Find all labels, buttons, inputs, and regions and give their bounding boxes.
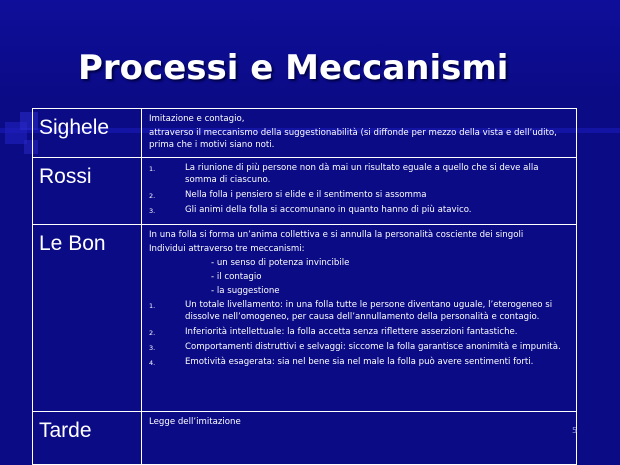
list-text: Gli animi della folla si accomunano in quanto hanno di più atavico. — [185, 205, 472, 215]
content-sighele — [142, 109, 577, 158]
content-tarde — [142, 412, 577, 465]
paragraph: Imitazione e contagio, — [149, 114, 245, 124]
list-item — [149, 299, 570, 323]
list-number: 3. — [149, 344, 156, 352]
mechanism-item: - un senso di potenza invincibile — [211, 258, 350, 268]
table-row-le-bon — [33, 225, 577, 412]
list-text: Emotività esagerata: sia nel bene sia nel male la folla può avere sentimenti forti. — [185, 357, 534, 367]
list-text: Inferiorità intellettuale: la folla accetta senza riflettere asserzioni fantastiche. — [185, 327, 518, 337]
list-item — [149, 204, 570, 216]
author-name-tarde: Tarde — [33, 412, 142, 465]
list-text: Un totale livellamento: in una folla tutte le persone diventano uguale, l’eterogeneo si dissolve nell’omogeneo, per causa dell’annullamento della personalità e contagio. — [185, 300, 553, 322]
table-row-sighele — [33, 109, 577, 158]
author-name-le-bon: Le Bon — [33, 225, 142, 412]
list-number: 4. — [149, 359, 156, 367]
list-number: 1. — [149, 302, 156, 310]
list-text: Comportamenti distruttivi e selvaggi: siccome la folla garantisce anonimità e impunità. — [185, 342, 561, 352]
theories-table — [32, 108, 577, 465]
paragraph: Legge dell’imitazione — [149, 417, 241, 427]
list-text: Nella folla i pensiero si elide e il sentimento si assomma — [185, 190, 427, 200]
list-item — [149, 162, 570, 186]
list-number: 2. — [149, 329, 156, 337]
list-number: 3. — [149, 207, 156, 215]
list-item — [149, 341, 570, 353]
author-name-sighele: Sighele — [33, 109, 142, 158]
list-item — [149, 356, 570, 368]
list-text: La riunione di più persone non dà mai un risultato eguale a quello che si deve alla somma di ciascuno. — [185, 163, 539, 185]
numbered-list — [149, 162, 570, 216]
slide-title: Processi e Meccanismi — [78, 48, 509, 88]
paragraph: In una folla si forma un’anima collettiva e si annulla la personalità cosciente dei singoli — [149, 230, 524, 240]
table-row-rossi — [33, 158, 577, 225]
numbered-list — [149, 299, 570, 368]
mechanism-item: - la suggestione — [211, 286, 280, 296]
content-le-bon — [142, 225, 577, 412]
content-rossi — [142, 158, 577, 225]
paragraph: Individui attraverso tre meccanismi: — [149, 244, 305, 254]
list-number: 1. — [149, 165, 156, 173]
paragraph: attraverso il meccanismo della suggestionabilità (si diffonde per mezzo della vista e dell’udito, prima che i motivi siano noti. — [149, 128, 557, 150]
list-item — [149, 326, 570, 338]
list-number: 2. — [149, 192, 156, 200]
author-name-rossi: Rossi — [33, 158, 142, 225]
page-number: 5 — [572, 426, 578, 435]
table-row-tarde — [33, 412, 577, 465]
list-item — [149, 189, 570, 201]
mechanism-item: - il contagio — [211, 272, 262, 282]
